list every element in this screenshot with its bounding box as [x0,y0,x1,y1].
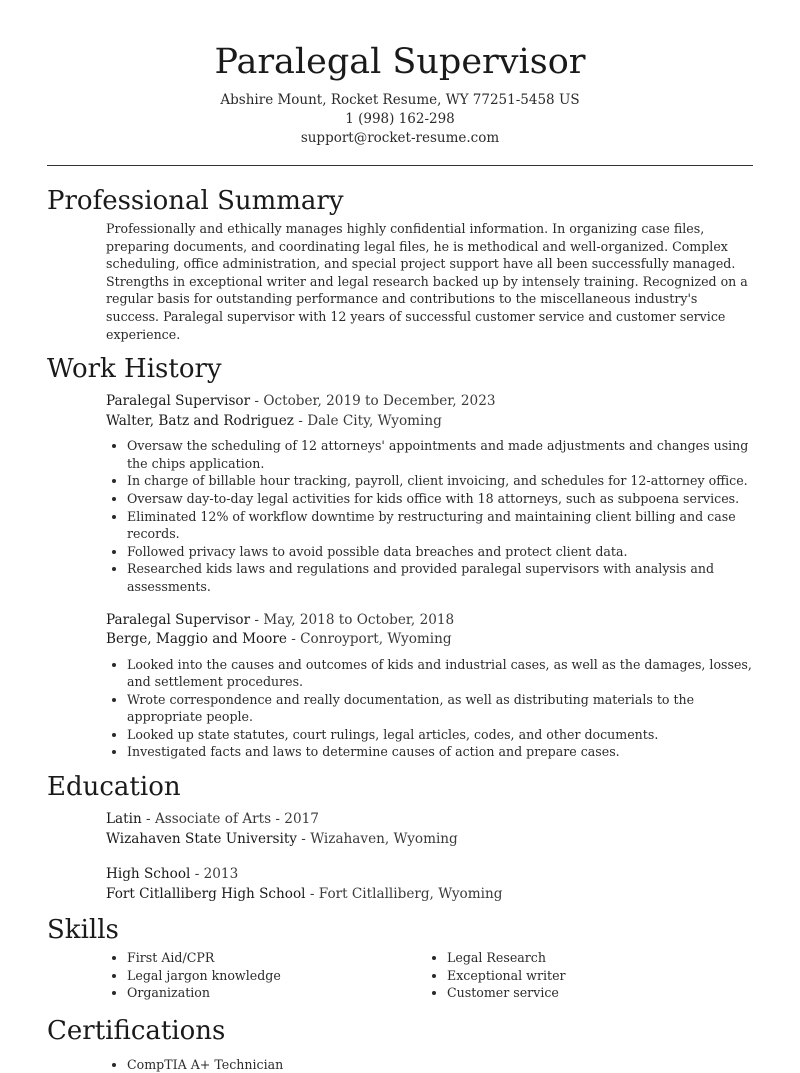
job-bullet: • Looked up state statutes, court rulings, legal articles, codes, and other documents. [127,726,753,744]
job-bullet: • Researched kids laws and regulations and provided paralegal supervisors with analysis and assessments. [127,560,753,595]
certifications-section [47,1014,753,1073]
job-title-line [106,392,753,412]
skill-item: • First Aid/CPR [127,949,426,967]
job-role: Paralegal Supervisor [106,393,251,410]
skills-heading: Skills [47,915,119,946]
job-dates: - May, 2018 to October, 2018 [250,611,455,628]
work-history-body [106,392,753,761]
job-bullet: • Oversaw the scheduling of 12 attorneys' appointments and made adjustments and changes using the chips application. [127,437,753,472]
education-degree-line [106,865,753,885]
job-bullet: • Wrote correspondence and really documentation, as well as distributing materials to the appropriate people. [127,691,753,726]
contact-info [0,91,800,148]
skills-list-right [426,949,726,1002]
summary-heading: Professional Summary [47,186,344,216]
contact-address: Abshire Mount, Rocket Resume, WY 77251-5458 US [220,92,580,108]
header-divider [47,165,753,166]
education-detail: - Associate of Arts - 2017 [141,811,319,828]
job-entry [106,611,753,762]
job-bullet: • Investigated facts and laws to determine causes of action and prepare cases. [127,743,753,761]
skills-list-left [106,949,426,1002]
job-company: Berge, Maggio and Moore [106,631,287,647]
job-bullet: • Oversaw day-to-day legal activities for kids office with 18 attorneys, such as subpoena services. [127,490,753,508]
work-history-section [47,352,753,761]
skill-item: • Exceptional writer [447,967,726,985]
skill-item: • Legal Research [447,949,726,967]
education-school: Wizahaven State University [106,830,297,847]
skill-item: • Legal jargon knowledge [127,967,426,985]
job-bullet: • In charge of billable hour tracking, payroll, client invoicing, and schedules for 12-attorney office. [127,472,753,490]
education-detail: - 2013 [190,866,239,883]
contact-phone: 1 (998) 162-298 [345,111,455,127]
job-location: - Conroyport, Wyoming [286,631,452,647]
certification-item: • CompTIA A+ Technician [127,1056,753,1073]
education-degree-line [106,810,753,830]
education-location: - Fort Citlalliberg, Wyoming [305,885,503,902]
education-section [47,770,753,904]
job-company-line [106,412,753,432]
education-location: - Wizahaven, Wyoming [296,830,458,847]
education-entry [106,810,753,849]
job-entry [106,392,753,595]
skill-item: • Customer service [447,984,726,1002]
job-dates: - October, 2019 to December, 2023 [250,393,496,410]
job-role: Paralegal Supervisor [106,611,251,628]
job-bullet-list [106,656,753,762]
skill-item: • Organization [127,984,426,1002]
education-body [106,810,753,904]
skills-grid [106,947,753,1002]
job-title-line [106,611,753,631]
resume-header [0,0,800,148]
skills-body [106,947,753,1002]
job-location: - Dale City, Wyoming [293,412,442,429]
candidate-name: Paralegal Supervisor [214,42,586,82]
summary-text: Professionally and ethically manages highly confidential information. In organizing case files, preparing documents, and coordinating legal files, he is methodical and well-organized. Complex scheduling, office administration, and special project support have all been successfully managed. Strengths in exceptional writer and legal research backed up by intensely training. Recognized on a regular basis for outstanding performance and contributions to the miscellaneous industry's success. Paralegal supervisor with 12 years of successful customer service and customer service experience. [106,221,748,342]
summary-section [47,184,753,343]
certifications-body [106,1056,753,1073]
certifications-list [106,1056,753,1073]
education-entry [106,865,753,904]
certifications-heading: Certifications [47,1015,226,1046]
education-heading: Education [47,772,181,803]
summary-body [106,220,753,343]
work-history-heading: Work History [47,354,222,385]
education-degree: High School [106,866,191,883]
education-school: Fort Citlalliberg High School [106,885,306,902]
job-bullet: • Eliminated 12% of workflow downtime by restructuring and maintaining client billing and case records. [127,508,753,543]
job-bullet: • Followed privacy laws to avoid possible data breaches and protect client data. [127,543,753,561]
education-school-line [106,885,753,905]
skills-section [47,913,753,1002]
education-degree: Latin [106,811,142,828]
job-bullet-list [106,437,753,595]
job-bullet: • Looked into the causes and outcomes of kids and industrial cases, as well as the damages, losses, and settlement procedures. [127,656,753,691]
contact-email: support@rocket-resume.com [300,130,500,146]
job-company: Walter, Batz and Rodriguez [106,412,294,429]
education-school-line [106,830,753,850]
job-company-line [106,630,753,650]
